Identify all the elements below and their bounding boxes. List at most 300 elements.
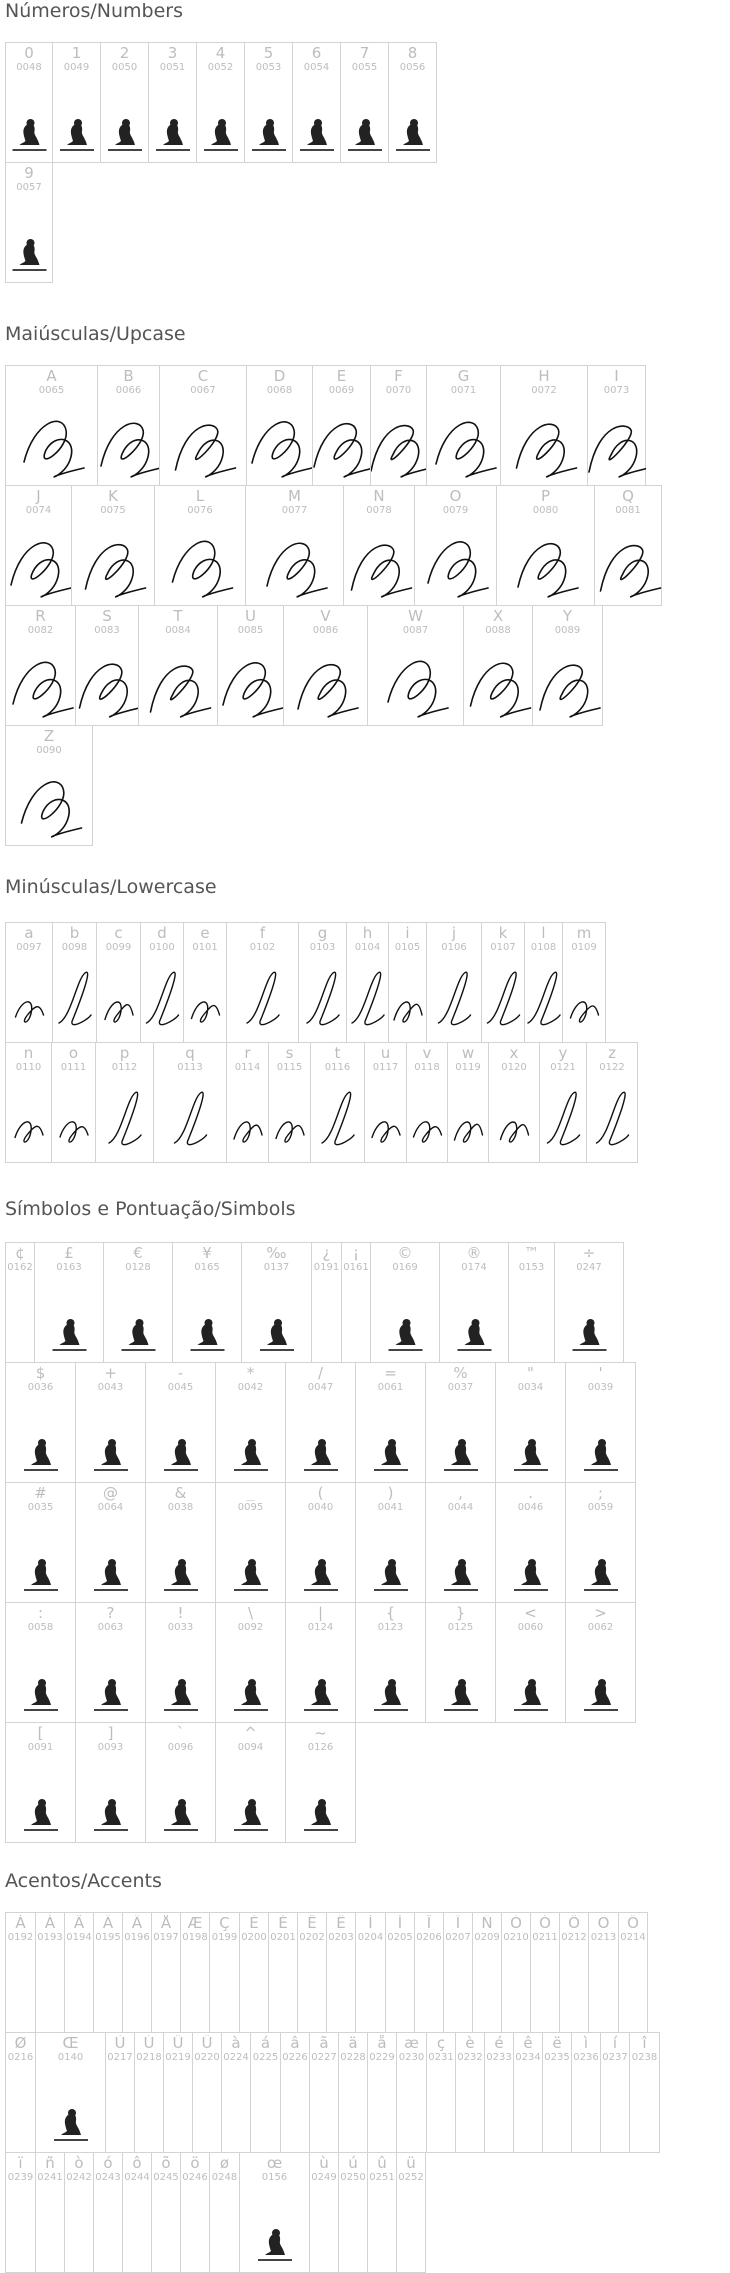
glyph-character: í (612, 2035, 618, 2051)
glyph-preview (533, 642, 603, 722)
glyph-cell[interactable] (103, 1242, 173, 1363)
glyph-cell[interactable] (100, 42, 149, 163)
glyph-cell[interactable] (105, 2032, 135, 2153)
glyph-cell[interactable] (97, 365, 160, 486)
glyph-cell[interactable] (312, 365, 371, 486)
glyph-cell[interactable] (618, 1912, 648, 2033)
glyph-cell[interactable] (488, 1042, 540, 1163)
glyph-character: d (157, 925, 167, 941)
glyph-cell[interactable] (5, 1722, 76, 1843)
glyph-cell[interactable] (508, 1242, 555, 1363)
glyph-cell[interactable] (134, 2032, 164, 2153)
glyph-preview (415, 1949, 444, 2029)
glyph-code: 0220 (194, 2052, 220, 2063)
glyph-code: 0250 (340, 2172, 366, 2183)
glyph-cell[interactable] (215, 1602, 286, 1723)
glyph-cell[interactable] (447, 1042, 489, 1163)
glyph-cell[interactable] (5, 725, 93, 846)
glyph-code: 0124 (307, 1622, 334, 1633)
missing-glyph-icon (234, 1439, 268, 1471)
glyph-preview (247, 402, 313, 482)
glyph-cell[interactable] (34, 1242, 104, 1363)
glyph-cell[interactable] (297, 1912, 327, 2033)
glyph-cell[interactable] (355, 1362, 426, 1483)
glyph-preview (155, 522, 246, 602)
glyph-cell[interactable] (532, 605, 603, 726)
glyph-cell[interactable] (5, 1912, 36, 2033)
glyph-cell[interactable] (500, 365, 588, 486)
glyph-cell[interactable] (455, 2032, 485, 2153)
glyph-cell[interactable] (5, 1362, 76, 1483)
glyph-cell[interactable] (355, 1602, 426, 1723)
glyph-code: 0041 (377, 1502, 404, 1513)
glyph-preview (216, 1759, 286, 1839)
glyph-code: 0088 (485, 625, 511, 636)
script-letterform (192, 1002, 220, 1022)
glyph-cell[interactable] (513, 2032, 543, 2153)
missing-glyph-icon (156, 119, 190, 151)
glyph-cell[interactable] (239, 1912, 269, 2033)
glyph-preview (52, 1079, 96, 1159)
glyph-cell[interactable] (565, 1602, 636, 1723)
glyph-cell[interactable] (5, 162, 53, 283)
glyph-cell[interactable] (571, 2032, 601, 2153)
glyph-code: 0044 (447, 1502, 474, 1513)
glyph-cell[interactable] (5, 2152, 36, 2273)
glyph-character: } (455, 1605, 466, 1621)
glyph-character: & (174, 1485, 187, 1501)
glyph-character: ç (436, 2035, 446, 2051)
glyph-character: e (200, 925, 210, 941)
glyph-cell[interactable] (226, 1042, 269, 1163)
glyph-preview (587, 1079, 638, 1159)
script-letterform (24, 421, 84, 476)
glyph-preview (572, 2069, 601, 2149)
glyph-code: 0117 (372, 1062, 399, 1073)
glyph-preview (514, 2069, 543, 2149)
glyph-cell[interactable] (396, 2032, 427, 2153)
glyph-code: 0202 (299, 1932, 325, 1943)
glyph-cell[interactable] (367, 2152, 397, 2273)
glyph-cell[interactable] (495, 1362, 566, 1483)
glyph-cell[interactable] (71, 485, 155, 606)
glyph-preview (566, 1519, 636, 1599)
glyph-cell[interactable] (562, 922, 606, 1043)
glyph-character: Ã (102, 1915, 114, 1931)
glyph-code: 0213 (590, 1932, 617, 1943)
glyph-character: M (288, 488, 301, 504)
glyph-cell[interactable] (5, 485, 72, 606)
glyph-cell[interactable] (5, 2032, 36, 2153)
glyph-cell[interactable] (495, 1602, 566, 1723)
glyph-cell[interactable] (95, 1042, 154, 1163)
glyph-cell[interactable] (244, 42, 293, 163)
glyph-cell[interactable] (285, 1362, 356, 1483)
glyph-preview (184, 959, 227, 1039)
glyph-code: 0106 (441, 942, 467, 953)
glyph-code: 0249 (311, 2172, 337, 2183)
glyph-cell[interactable] (425, 1482, 496, 1603)
glyph-code: 0063 (97, 1622, 124, 1633)
glyph-cell[interactable] (93, 2152, 123, 2273)
glyph-code: 0115 (276, 1062, 303, 1073)
glyph-cell[interactable] (283, 605, 368, 726)
glyph-cell[interactable] (239, 2152, 310, 2273)
glyph-cell[interactable] (472, 1912, 502, 2033)
glyph-cell[interactable] (355, 1912, 386, 2033)
glyph-character: p (119, 1045, 130, 1061)
glyph-cell[interactable] (217, 605, 284, 726)
glyph-cell[interactable] (215, 1362, 286, 1483)
glyph-cell[interactable] (5, 1602, 76, 1723)
glyph-cell[interactable] (52, 922, 97, 1043)
glyph-preview (216, 1639, 286, 1719)
glyph-character: G (457, 368, 470, 384)
script-letterform (307, 972, 339, 1024)
glyph-character: ' (598, 1365, 603, 1381)
script-letterform (175, 1092, 207, 1144)
script-letterform (314, 424, 371, 477)
glyph-preview (106, 2069, 135, 2149)
glyph-character: U (245, 608, 256, 624)
glyph-cell[interactable] (364, 1042, 407, 1163)
glyph-cell[interactable] (285, 1722, 356, 1843)
glyph-character: I (614, 368, 619, 384)
glyph-cell[interactable] (495, 1482, 566, 1603)
glyph-cell[interactable] (192, 2032, 222, 2153)
script-letterform (488, 972, 520, 1024)
glyph-preview (6, 1639, 76, 1719)
glyph-cell[interactable] (172, 1242, 242, 1363)
glyph-character: N (373, 488, 385, 504)
glyph-cell[interactable] (396, 2152, 426, 2273)
glyph-code: 0211 (532, 1932, 558, 1943)
glyph-cell[interactable] (145, 1722, 216, 1843)
glyph-cell[interactable] (5, 42, 53, 163)
glyph-preview (497, 522, 595, 602)
script-letterform (105, 1002, 133, 1022)
missing-glyph-icon (304, 1799, 338, 1831)
glyph-cell[interactable] (629, 2032, 660, 2153)
glyph-cell[interactable] (554, 1242, 624, 1363)
glyph-cell[interactable] (196, 42, 245, 163)
glyph-cell[interactable] (310, 1042, 365, 1163)
missing-glyph-icon (24, 1799, 58, 1831)
glyph-cell[interactable] (443, 1912, 473, 2033)
glyph-cell[interactable] (587, 365, 646, 486)
glyph-cell[interactable] (151, 1912, 181, 2033)
glyph-cell[interactable] (530, 1912, 560, 2033)
glyph-cell[interactable] (51, 1042, 96, 1163)
glyph-cell[interactable] (309, 2152, 339, 2273)
glyph-cell[interactable] (209, 1912, 240, 2033)
glyph-cell[interactable] (140, 922, 184, 1043)
glyph-cell[interactable] (539, 1042, 587, 1163)
glyph-character: Ô (568, 1915, 580, 1931)
glyph-character: œ (266, 2155, 283, 2171)
glyph-cell[interactable] (426, 922, 482, 1043)
glyph-code: 0247 (576, 1262, 602, 1273)
glyph-preview (371, 402, 427, 482)
glyph-character: Í (397, 1915, 403, 1931)
glyph-preview (501, 402, 588, 482)
glyph-cell[interactable] (565, 1482, 636, 1603)
glyph-cell[interactable] (343, 485, 415, 606)
glyph-preview (242, 1279, 312, 1359)
glyph-cell[interactable] (268, 1912, 298, 2033)
glyph-cell[interactable] (64, 1912, 94, 2033)
glyph-cell[interactable] (35, 2152, 65, 2273)
script-letterform (147, 972, 179, 1024)
glyph-cell[interactable] (406, 1042, 448, 1163)
glyph-character: Æ (187, 1915, 203, 1931)
glyph-cell[interactable] (5, 922, 53, 1043)
glyph-cell[interactable] (370, 365, 427, 486)
glyph-cell[interactable] (501, 1912, 531, 2033)
glyph-code: 0091 (27, 1742, 54, 1753)
glyph-cell[interactable] (241, 1242, 312, 1363)
glyph-cell[interactable] (346, 922, 389, 1043)
glyph-cell[interactable] (209, 2152, 240, 2273)
missing-glyph-icon (234, 1559, 268, 1591)
glyph-cell[interactable] (426, 365, 501, 486)
glyph-cell[interactable] (370, 1242, 440, 1363)
glyph-cell[interactable] (388, 922, 427, 1043)
glyph-preview (630, 2069, 660, 2149)
glyph-code: 0227 (311, 2052, 337, 2063)
glyph-cell[interactable] (96, 922, 141, 1043)
missing-glyph-icon (164, 1799, 198, 1831)
glyph-cell[interactable] (524, 922, 563, 1043)
script-letterform (80, 664, 140, 717)
missing-glyph-icon (584, 1679, 618, 1711)
glyph-cell[interactable] (35, 2032, 106, 2153)
glyph-cell[interactable] (64, 2152, 94, 2273)
missing-glyph-icon (24, 1679, 58, 1711)
glyph-cell[interactable] (5, 605, 76, 726)
glyph-cell[interactable] (463, 605, 533, 726)
glyph-code: 0199 (211, 1932, 238, 1943)
glyph-preview (123, 2189, 152, 2269)
glyph-cell[interactable] (341, 1242, 371, 1363)
glyph-cell[interactable] (145, 1482, 216, 1603)
glyph-cell[interactable] (163, 2032, 193, 2153)
script-letterform (86, 545, 146, 597)
glyph-code: 0207 (445, 1932, 471, 1943)
script-letterform (11, 543, 71, 597)
glyph-cell[interactable] (35, 1912, 65, 2033)
glyph-code: 0085 (237, 625, 264, 636)
glyph-preview (269, 1079, 311, 1159)
glyph-preview (72, 522, 155, 602)
missing-glyph-icon (300, 119, 334, 151)
glyph-cell[interactable] (215, 1722, 286, 1843)
glyph-preview (426, 1519, 496, 1599)
missing-glyph-icon (164, 1439, 198, 1471)
glyph-cell[interactable] (594, 485, 662, 606)
glyph-cell[interactable] (183, 922, 227, 1043)
glyph-character: é (494, 2035, 504, 2051)
glyph-character: P (540, 488, 551, 504)
glyph-cell[interactable] (145, 1602, 216, 1723)
glyph-cell[interactable] (221, 2032, 251, 2153)
glyph-cell[interactable] (355, 1482, 426, 1603)
glyph-cell[interactable] (565, 1362, 636, 1483)
glyph-cell[interactable] (285, 1482, 356, 1603)
glyph-cell[interactable] (52, 42, 101, 163)
glyph-character: g (317, 925, 328, 941)
glyph-code: 0161 (343, 1262, 369, 1273)
missing-glyph-icon (94, 1799, 128, 1831)
glyph-code: 0191 (313, 1262, 340, 1273)
glyph-preview (286, 1759, 356, 1839)
glyph-cell[interactable] (250, 2032, 281, 2153)
script-letterform (59, 972, 91, 1024)
glyph-code: 0047 (307, 1382, 334, 1393)
glyph-cell[interactable] (5, 1482, 76, 1603)
glyph-preview (595, 522, 662, 602)
glyph-code: 0110 (15, 1062, 42, 1073)
script-letterform (252, 422, 312, 477)
glyph-preview (6, 1399, 76, 1479)
glyph-code: 0069 (328, 385, 355, 396)
glyph-cell[interactable] (245, 485, 344, 606)
glyph-cell[interactable] (311, 1242, 342, 1363)
glyph-cell[interactable] (122, 1912, 152, 2033)
glyph-character: l (541, 925, 546, 941)
glyph-cell[interactable] (425, 1602, 496, 1723)
glyph-cell[interactable] (496, 485, 595, 606)
glyph-cell[interactable] (280, 2032, 310, 2153)
glyph-cell[interactable] (226, 922, 299, 1043)
script-letterform (371, 426, 427, 477)
glyph-cell[interactable] (215, 1482, 286, 1603)
glyph-preview (210, 2189, 240, 2269)
glyph-cell[interactable] (309, 2032, 339, 2153)
glyph-preview (53, 959, 97, 1039)
glyph-cell[interactable] (600, 2032, 630, 2153)
glyph-code: 0197 (153, 1932, 179, 1943)
glyph-code: 0112 (111, 1062, 138, 1073)
glyph-preview (293, 79, 341, 159)
glyph-code: 0084 (165, 625, 191, 636)
glyph-cell[interactable] (439, 1242, 509, 1363)
glyph-cell[interactable] (145, 1362, 216, 1483)
glyph-character: ù (319, 2155, 329, 2171)
glyph-cell[interactable] (559, 1912, 589, 2033)
glyph-cell[interactable] (246, 365, 313, 486)
glyph-cell[interactable] (542, 2032, 572, 2153)
glyph-code: 0165 (194, 1262, 220, 1273)
glyph-cell[interactable] (414, 1912, 444, 2033)
glyph-preview (53, 79, 101, 159)
glyph-character: ! (177, 1605, 184, 1621)
glyph-cell[interactable] (425, 1362, 496, 1483)
glyph-cell[interactable] (481, 922, 525, 1043)
glyph-cell[interactable] (154, 485, 246, 606)
missing-glyph-icon (53, 1319, 87, 1351)
glyph-cell[interactable] (5, 365, 98, 486)
script-letterform (247, 972, 279, 1024)
glyph-character: c (114, 925, 123, 941)
glyph-cell[interactable] (75, 1362, 146, 1483)
glyph-cell[interactable] (338, 2032, 368, 2153)
glyph-cell[interactable] (138, 605, 218, 726)
glyph-character: ¥ (202, 1245, 212, 1261)
glyph-cell[interactable] (588, 1912, 619, 2033)
glyph-cell[interactable] (151, 2152, 181, 2273)
glyph-cell[interactable] (484, 2032, 514, 2153)
glyph-cell[interactable] (75, 605, 139, 726)
glyph-code: 0251 (369, 2172, 395, 2183)
glyph-cell[interactable] (292, 42, 341, 163)
glyph-code: 0072 (531, 385, 557, 396)
glyph-cell[interactable] (93, 1912, 123, 2033)
glyph-code: 0070 (385, 385, 412, 396)
glyph-code: 0036 (27, 1382, 54, 1393)
glyph-cell[interactable] (340, 42, 389, 163)
glyph-cell[interactable] (148, 42, 197, 163)
glyph-cell[interactable] (268, 1042, 311, 1163)
glyph-character: ) (387, 1485, 394, 1501)
glyph-preview (6, 2189, 36, 2269)
glyph-cell[interactable] (5, 1042, 52, 1163)
glyph-code: 0212 (561, 1932, 587, 1943)
glyph-preview (543, 2069, 572, 2149)
glyph-cell[interactable] (414, 485, 497, 606)
glyph-cell[interactable] (75, 1482, 146, 1603)
glyph-code: 0037 (447, 1382, 474, 1393)
glyph-cell[interactable] (338, 2152, 368, 2273)
glyph-cell[interactable] (326, 1912, 356, 2033)
glyph-cell[interactable] (367, 605, 464, 726)
glyph-cell[interactable] (5, 1242, 35, 1363)
missing-glyph-icon (60, 119, 94, 151)
glyph-cell[interactable] (153, 1042, 227, 1163)
missing-glyph-icon (122, 1319, 156, 1351)
glyph-cell[interactable] (388, 42, 437, 163)
glyph-cell[interactable] (426, 2032, 456, 2153)
glyph-code: 0080 (532, 505, 559, 516)
glyph-cell[interactable] (367, 2032, 397, 2153)
glyph-cell[interactable] (75, 1722, 146, 1843)
glyph-code: 0192 (7, 1932, 34, 1943)
glyph-cell[interactable] (180, 1912, 210, 2033)
glyph-cell[interactable] (298, 922, 347, 1043)
glyph-character: F (394, 368, 403, 384)
glyph-cell[interactable] (285, 1602, 356, 1723)
glyph-character: R (35, 608, 46, 624)
glyph-cell[interactable] (586, 1042, 638, 1163)
glyph-cell[interactable] (180, 2152, 210, 2273)
glyph-code: 0094 (237, 1742, 264, 1753)
glyph-character: ] (107, 1725, 114, 1741)
glyph-cell[interactable] (159, 365, 247, 486)
glyph-code: 0056 (399, 62, 426, 73)
glyph-cell[interactable] (385, 1912, 415, 2033)
glyph-preview (164, 2069, 193, 2149)
glyph-cell[interactable] (75, 1602, 146, 1723)
glyph-code: 0239 (7, 2172, 34, 2183)
glyph-preview (489, 1079, 540, 1159)
glyph-code: 0219 (165, 2052, 191, 2063)
glyph-preview (216, 1399, 286, 1479)
glyph-cell[interactable] (122, 2152, 152, 2273)
glyph-preview (6, 79, 53, 159)
glyph-code: 0045 (167, 1382, 194, 1393)
glyph-character: Ì (368, 1915, 373, 1931)
glyph-code: 0065 (38, 385, 65, 396)
